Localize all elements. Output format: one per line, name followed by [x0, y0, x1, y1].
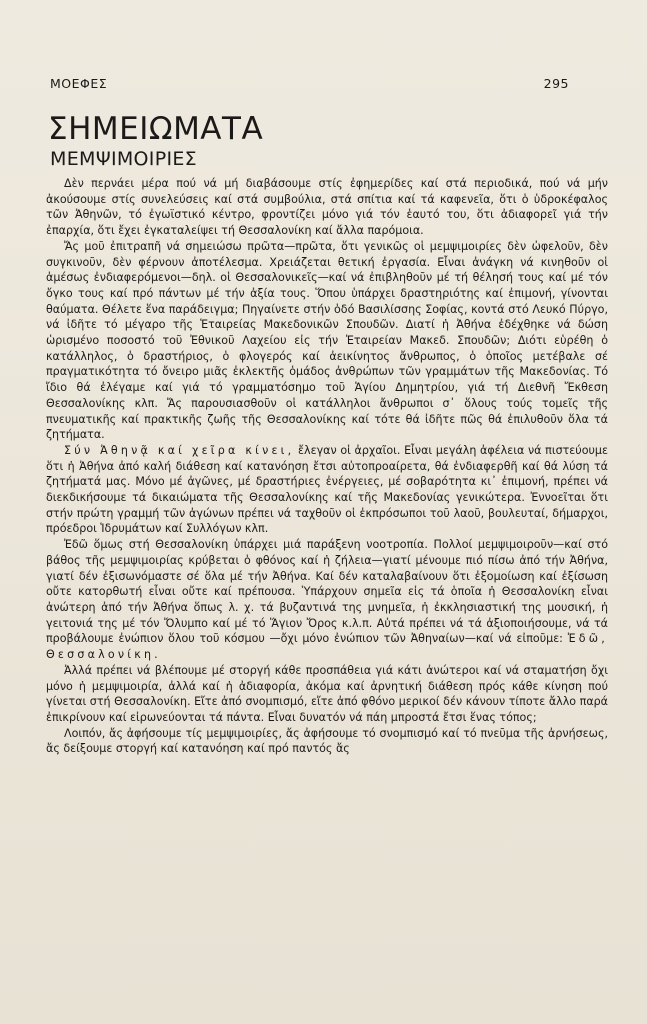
quote-spaced: Ἐδῶ, Θεσσαλονίκη.	[46, 632, 608, 662]
paragraph-text: ἔλεγαν οἱ ἀρχαῖοι. Εἶναι μεγάλη ἀφέλεια νά πιστεύουμε ὅτι ἡ Ἀθήνα ἀπό καλή διάθεση καί κατανόηση ἔτσι αὐτοπροαίρετα, θά ἐνδιαφερθῆ καί θά λύση τά ζητήματά μας. Μόνο μέ ἀγῶνες, μέ δραστήριες ἐνέργειες, μέ σοβαρότητα κι᾽ ἐπιμονή, πρέπει νά διεκδικήσουμε τά δικαιώματα τῆς Θεσσαλονίκης καί τῆς Μακεδονίας γενικώτερα. Ἐννοεῖται ὅτι στήν πρώτη γραμμή τῶν ἀγώνων πρέπει νά ταχθοῦν οἱ ἐκπρόσωποι τοῦ λαοῦ, βουλευταί, δήμαρχοι, πρόεδροι Ἱδρυμάτων καί Συλλόγων κλπ.	[46, 443, 608, 536]
paragraph-text: Ἐδῶ ὅμως στή Θεσσαλονίκη ὑπάρχει μιά παράξενη νοοτροπία. Πολλοί μεμψιμοιροῦν—καί στό βάθος τῆς μεμψιμοιρίας κρύβεται ὁ φθόνος καί ἡ ζήλεια—γιατί μένουμε πιό πίσω ἀπό τήν Ἀθήνα, γιατί δέν ἐξισωνόμαστε σέ ὅλα μέ τήν Ἀθήνα. Καί δέν καταλαβαίνουν ὅτι ἐξομοίωση καί ἐξίσωση οὔτε κατορθωτή εἶναι οὔτε καί πρέπουσα. Ὑπάρχουν σημεῖα εἰς τά ὁποῖα ἡ Θεσσαλονίκη εἶναι ἀνώτερη ἀπό τήν Ἀθήνα ὅπως λ. χ. τά βυζαντινά της μνημεῖα, ἡ ἐκκλησιαστική της μουσική, ἡ γειτονιά της μέ τόν Ὄλυμπο καί μέ τό Ἅγιον Ὄρος κ.λ.π. Αὐτά πρέπει νά τά ἀξιοποιήσουμε, νά τά προβάλουμε ἐνώπιον ὅλου τοῦ κόσμου —ὄχι μόνο ἐνώπιον τῶν Ἀθηναίων—καί νά εἰποῦμε:	[46, 538, 608, 646]
paragraph	[46, 537, 608, 663]
paragraph: Δὲν περνάει μέρα πού νά μή διαβάσουμε στίς ἐφημερίδες καί στά περιοδικά, πού νά μήν ἀκούσουμε στίς συνελεύσεις καί στά συμβούλια, στά σπίτια καί τά καφενεῖα, ὅτι ὁ ὑδροκέφαλος τῶν Ἀθηνῶν, τό ἐγωϊστικό κέντρο, φροντίζει μόνο γιά τόν ἑαυτό του, ὅτι ἀδιαφορεῖ γιά τήν ἐπαρχία, ὅτι ἔχει ἐγκαταλείψει τή Θεσσαλονίκη καί ἄλλα παρόμοια.	[46, 177, 608, 238]
paragraph: Ἄς μοῦ ἐπιτραπῆ νά σημειώσω πρῶτα—πρῶτα, ὅτι γενικῶς οἱ μεμψιμοιρίες δὲν ὠφελοῦν, δὲν συγκινοῦν, δὲν φέρνουν ἀποτέλεσμα. Χρειάζεται θετική ἐργασία. Εἶναι ἀνάγκη νά κινηθοῦν οἱ ἀμέσως ἐνδιαφερόμενοι—δηλ. οἱ Θεσσαλονικεῖς—καί νά ἐπιβληθοῦν μέ τή θέλησή τους καί μέ τόν ὄγκο τους καί πρό πάντων μέ τήν ἀξία τους. Ὅπου ὑπάρχει δραστηριότης καί ἐπιμονή, γίνονται θαύματα. Θέλετε ἕνα παράδειγμα; Πηγαίνετε στήν ὁδό Βασιλίσσης Σοφίας, κοντά στό Λευκό Πύργο, νά ἰδῆτε τό μέγαρο τῆς Ἑταιρείας Μακεδονικῶν Σπουδῶν. Διατί ἡ Ἀθήνα ἐδέχθηκε νά δώση ὡρισμένο ποσοστό τοῦ Ἐθνικοῦ Λαχείου εἰς τήν Ἑταιρείαν Μακεδ. Σπουδῶν; Διότι εὑρέθη ὁ κατάλληλος, ὁ δραστήριος, ὁ φλογερός καί ἀεικίνητος ἄνθρωπος, ὁ ὁποῖος μετέβαλε σέ πραγματικότητα τό ὄνειρο μιᾶς ἐκλεκτῆς ὁμάδος ἀνθρώπων τῶν γραμμάτων τῆς Μακεδονίας. Τό ἴδιο θά ἐλέγαμε καί γιά τό γραμματόσημο τοῦ Ἁγίου Δημητρίου, γιά τή Διεθνῆ Ἔκθεση Θεσσαλονίκης κλπ. Ἄς παρουσιασθοῦν οἱ κατάλληλοι ἄνθρωποι σ᾽ ὅλους τούς τομεῖς τῆς πνευματικῆς καί πρακτικῆς ζωῆς τῆς Θεσσαλονίκης καί τότε θά ἰδῆτε πῶς θά ἐπιλυθοῦν ὅλα τά ζητήματα.	[46, 239, 608, 442]
article-title: ΜΕΜΨΙΜΟΙΡΙΕΣ	[50, 148, 197, 170]
paragraph	[46, 443, 608, 537]
running-header	[50, 76, 569, 91]
article-body	[46, 176, 608, 757]
journal-name: ΜΟΕΦΕΣ	[50, 76, 108, 91]
page-number: 295	[543, 76, 569, 91]
quote-spaced: Σύν Ἀθηνᾷ καί χεῖρα κίνει,	[64, 443, 295, 457]
paragraph: Ἀλλά πρέπει νά βλέπουμε μέ στοργή κάθε προσπάθεια γιά κάτι ἀνώτεροι καί νά σταματήση ὄχι μόνο ἡ μεμψιμοιρία, ἀλλά καί ἡ ἀδιαφορία, ἀκόμα καί ἀρνητική διάθεση πρός κάθε κίνηση πού γίνεται στή Θεσσαλονίκη. Εἴτε ἀπό σνομπισμό, εἴτε ἀπό φθόνο μερικοί δέν κάνουν τίποτε ἄλλο παρά ἐπικρίνουν καί εἰρωνεύονται τά πάντα. Εἶναι δυνατόν νά πάη μπροστά ἔτσι ἕνας τόπος;	[46, 663, 608, 724]
paragraph: Λοιπόν, ἄς ἀφήσουμε τίς μεμψιμοιρίες, ἄς ἀφήσουμε τό σνομπισμό καί τό πνεῦμα τῆς ἀρνήσεως, ἄς δείξουμε στοργή καί κατανόηση καί πρό παντός ἄς	[46, 726, 608, 756]
section-title: ΣΗΜΕΙΩΜΑΤΑ	[48, 111, 264, 147]
